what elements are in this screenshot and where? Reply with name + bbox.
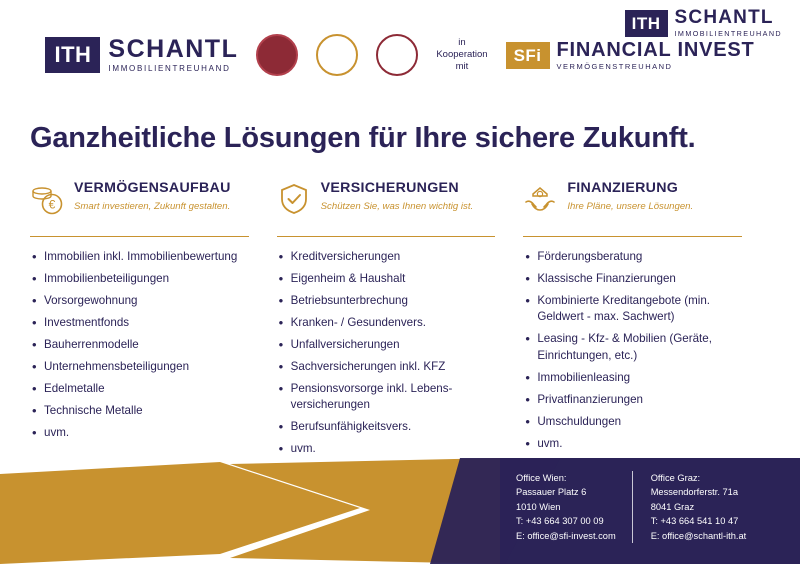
seal-verband-icon bbox=[376, 34, 418, 76]
corner-logo-mark: ITH bbox=[631, 13, 661, 33]
service-columns bbox=[30, 181, 770, 463]
list-item: • Edelmetalle bbox=[30, 381, 263, 397]
column-versicherungen bbox=[277, 181, 524, 463]
office-email[interactable]: E: office@sfi-invest.com bbox=[516, 530, 616, 541]
list-item: • Förderungsberatung bbox=[523, 249, 756, 265]
list-item: • Immobilien inkl. Immobilienbewertung bbox=[30, 249, 263, 265]
main-logo-text bbox=[108, 37, 238, 73]
list-item: • Kreditversicherungen bbox=[277, 249, 510, 265]
cooperation-note bbox=[436, 37, 487, 73]
list-item: • Technische Metalle bbox=[30, 403, 263, 419]
partner-logo-tagline: VERMÖGENSTREUHAND bbox=[556, 61, 673, 71]
office-title: Office Graz: bbox=[650, 473, 701, 483]
sfi-monogram-icon bbox=[506, 42, 550, 69]
column-header bbox=[277, 181, 510, 227]
money-bag-euro-icon bbox=[30, 182, 64, 216]
main-logo-tagline: IMMOBILIENTREUHAND bbox=[108, 64, 231, 73]
list-item: • uvm. bbox=[277, 441, 510, 457]
office-phone[interactable]: T: +43 664 307 00 09 bbox=[516, 516, 604, 527]
column-list bbox=[277, 249, 510, 458]
main-logo-name: SCHANTL bbox=[108, 35, 239, 63]
list-item: • Berufsunfähigkeitsvers. bbox=[277, 419, 510, 435]
ith-monogram-icon-main bbox=[45, 37, 100, 73]
list-item: • uvm. bbox=[30, 425, 263, 441]
column-finanzierung bbox=[523, 181, 770, 463]
seal-qualitaetsmakler-icon bbox=[316, 34, 358, 76]
column-vermoegensaufbau bbox=[30, 181, 277, 463]
column-title-block bbox=[74, 181, 231, 212]
logo-bar bbox=[0, 0, 800, 100]
list-item: • Investmentfonds bbox=[30, 315, 263, 331]
list-item: • Immobilienbeteiligungen bbox=[30, 271, 263, 287]
ith-monogram-icon bbox=[625, 10, 668, 37]
list-item: • Pensionsvorsorge inkl. Lebens-versicherungen bbox=[277, 381, 510, 414]
list-item: • Klassische Finanzierungen bbox=[523, 271, 756, 287]
office-addresses bbox=[516, 471, 762, 543]
list-item: • Eigenheim & Haushalt bbox=[277, 271, 510, 287]
list-item: • Kombinierte Kreditangebote (min. Geldwert - max. Sachwert) bbox=[523, 293, 756, 326]
corner-logo-tagline: IMMOBILIENTREUHAND bbox=[674, 29, 782, 38]
column-header bbox=[523, 181, 756, 227]
seal-immoprofessional-icon bbox=[256, 34, 298, 76]
main-logo-mark: ITH bbox=[54, 42, 92, 67]
column-title: FINANZIERUNG bbox=[567, 180, 679, 196]
column-title-block bbox=[321, 181, 474, 212]
hands-house-icon bbox=[523, 182, 557, 216]
list-item: • Leasing - Kfz- & Mobilien (Geräte, Einrichtungen, etc.) bbox=[523, 331, 756, 364]
office-street: Messendorferstr. 71a bbox=[650, 487, 739, 498]
column-divider bbox=[277, 236, 496, 237]
office-city: 8041 Graz bbox=[650, 501, 695, 512]
column-list bbox=[30, 249, 263, 441]
list-item: • Unternehmensbeteiligungen bbox=[30, 359, 263, 375]
column-divider bbox=[523, 236, 742, 237]
cooperation-line-3: mit bbox=[455, 60, 469, 72]
office-graz bbox=[632, 471, 763, 543]
column-title: VERMÖGENSAUFBAU bbox=[74, 180, 231, 196]
cooperation-line-1: in bbox=[458, 37, 466, 49]
cooperation-line-2: Kooperation bbox=[436, 49, 488, 61]
column-list bbox=[523, 249, 756, 452]
partner-logo-mark: SFi bbox=[513, 45, 542, 65]
column-title-block bbox=[567, 181, 693, 212]
column-title: VERSICHERUNGEN bbox=[320, 180, 459, 196]
partner-logo-name: FINANCIAL INVEST bbox=[556, 38, 755, 61]
office-title: Office Wien: bbox=[516, 473, 567, 483]
partner-logo-sfi bbox=[506, 40, 755, 71]
list-item: • Vorsorgewohnung bbox=[30, 293, 263, 309]
office-phone[interactable]: T: +43 664 541 10 47 bbox=[650, 516, 739, 527]
shield-check-icon bbox=[277, 182, 311, 216]
column-header bbox=[30, 181, 263, 227]
column-subtitle: Smart investieren, Zukunft gestalten. bbox=[74, 200, 231, 212]
footer-band bbox=[0, 458, 800, 564]
column-divider bbox=[30, 236, 249, 237]
office-email[interactable]: E: office@schantl-ith.at bbox=[650, 530, 747, 541]
list-item: • Privatfinanzierungen bbox=[523, 392, 756, 408]
list-item: • Immobilienleasing bbox=[523, 370, 756, 386]
corner-logo-name: SCHANTL bbox=[674, 7, 774, 28]
column-subtitle: Schützen Sie, was Ihnen wichtig ist. bbox=[320, 200, 474, 212]
list-item: • Sachversicherungen inkl. KFZ bbox=[277, 359, 510, 375]
list-item: • Betriebsunterbrechung bbox=[277, 293, 510, 309]
main-logo-row bbox=[0, 34, 800, 76]
list-item: • Umschuldungen bbox=[523, 414, 756, 430]
partner-logo-text bbox=[557, 40, 755, 71]
main-logo-ith-schantl bbox=[45, 37, 238, 73]
list-item: • uvm. bbox=[523, 436, 756, 452]
office-street: Passauer Platz 6 bbox=[516, 487, 587, 498]
office-city: 1010 Wien bbox=[516, 501, 561, 512]
office-wien bbox=[516, 471, 632, 543]
list-item: • Kranken- / Gesundenvers. bbox=[277, 315, 510, 331]
column-subtitle: Ihre Pläne, unsere Lösungen. bbox=[567, 200, 694, 212]
svg-text:€: € bbox=[48, 197, 56, 212]
list-item: • Unfallversicherungen bbox=[277, 337, 510, 353]
list-item: • Bauherrenmodelle bbox=[30, 337, 263, 353]
page-title: Ganzheitliche Lösungen für Ihre sichere Zukunft. bbox=[30, 122, 696, 154]
